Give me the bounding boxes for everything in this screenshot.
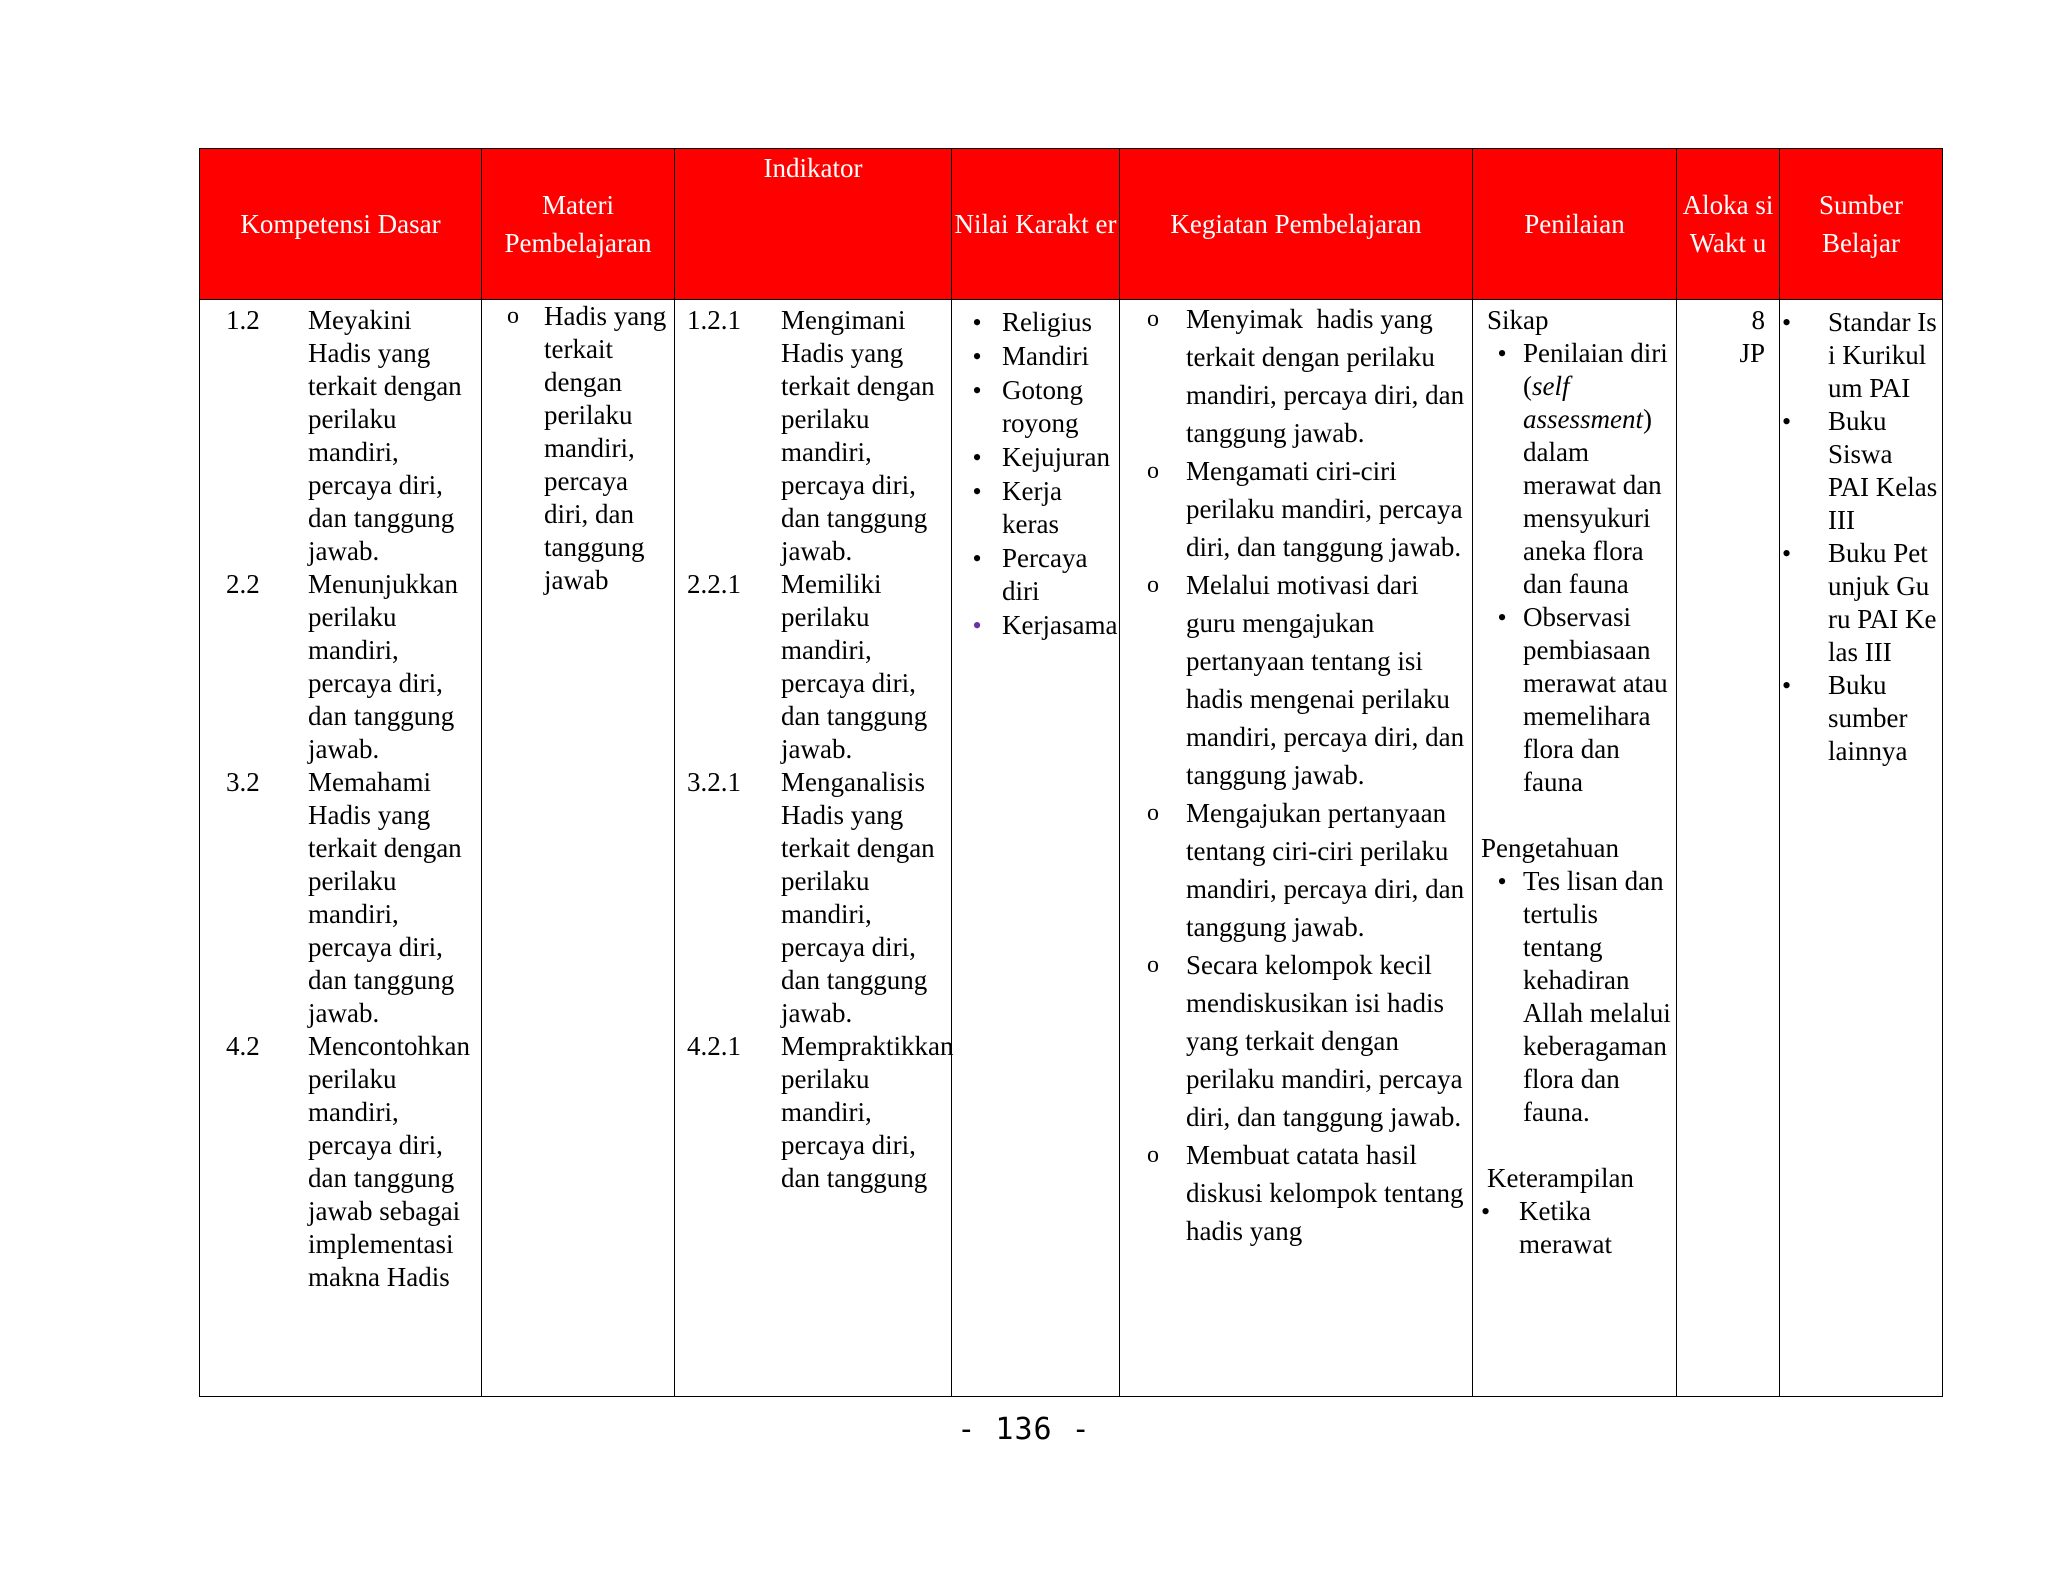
sumber-item — [1780, 537, 1938, 669]
kegiatan-text: Mengajukan pertanyaan tentang ciri-ciri perilaku mandiri, percaya diri, dan tanggung jawab. — [1186, 798, 1465, 942]
bullet-icon: • — [972, 544, 982, 573]
circle-bullet-icon: o — [1147, 458, 1159, 484]
alokasi-value: 8 — [1751, 305, 1765, 335]
kompetensi-text: Menunjukkan perilaku mandiri, percaya diri, dan tanggung jawab. — [308, 569, 458, 764]
sumber-text: Buku Petunjuk Guru PAI Kelas III — [1828, 538, 1937, 667]
kegiatan-item — [1120, 300, 1472, 452]
kompetensi-item — [200, 1030, 477, 1294]
kompetensi-item — [200, 766, 477, 1030]
header-sumber-belajar: Sumber Belajar — [1780, 149, 1943, 300]
kompetensi-list — [200, 300, 481, 1294]
kegiatan-text: Mengamati ciri-ciri perilaku mandiri, percaya diri, dan tanggung jawab. — [1186, 456, 1463, 562]
header-kegiatan: Kegiatan Pembelajaran — [1120, 149, 1473, 300]
indikator-text: Mempraktikkan perilaku mandiri, percaya diri, dan tanggung — [781, 1031, 954, 1193]
penilaian-pengetahuan-list — [1481, 865, 1672, 1129]
materi-item — [482, 300, 674, 597]
circle-bullet-icon: o — [1147, 572, 1159, 598]
materi-text: Hadis yang terkait dengan perilaku mandiri, percaya diri, dan tanggung jawab — [544, 301, 667, 595]
nilai-item — [952, 609, 1119, 642]
bullet-icon: • — [1497, 867, 1507, 896]
bullet-icon: • — [972, 477, 982, 506]
indikator-number: 1.2.1 — [687, 305, 741, 335]
indikator-number: 2.2.1 — [687, 569, 741, 599]
kompetensi-text: Memahami Hadis yang terkait dengan perilaku mandiri, percaya diri, dan tanggung jawab. — [308, 767, 462, 1028]
kegiatan-cell — [1120, 300, 1473, 1397]
bullet-icon: • — [1481, 1197, 1491, 1226]
kegiatan-text: Secara kelompok kecil mendiskusikan isi hadis yang terkait dengan perilaku mandiri, percaya diri, dan tanggung jawab. — [1186, 950, 1463, 1132]
header-materi: Materi Pembelajaran — [482, 149, 675, 300]
header-alokasi-waktu: Aloka si Wakt u — [1677, 149, 1780, 300]
circle-bullet-icon: o — [1147, 1142, 1159, 1168]
indikator-text: Memiliki perilaku mandiri, percaya diri, dan tanggung jawab. — [781, 569, 928, 764]
bullet-icon: • — [1497, 339, 1507, 368]
nilai-text: Gotong royong — [1002, 375, 1083, 438]
materi-cell — [482, 300, 675, 1397]
kegiatan-item — [1120, 452, 1472, 566]
nilai-item — [952, 340, 1119, 373]
alokasi-cell — [1677, 300, 1780, 1397]
nilai-item — [952, 441, 1119, 474]
kegiatan-text: Membuat catata hasil diskusi kelompok tentang hadis yang — [1186, 1140, 1464, 1246]
alokasi-unit: JP — [1739, 338, 1765, 368]
kegiatan-item — [1120, 946, 1472, 1136]
indikator-text: Mengimani Hadis yang terkait dengan perilaku mandiri, percaya diri, dan tanggung jawab. — [781, 305, 935, 566]
header-indikator: Indikator — [675, 149, 952, 300]
nilai-karakter-list — [952, 300, 1119, 642]
indikator-number: 4.2.1 — [687, 1031, 741, 1061]
penilaian-cell — [1473, 300, 1677, 1397]
sumber-cell — [1780, 300, 1943, 1397]
bullet-icon: • — [1782, 407, 1792, 436]
circle-bullet-icon: o — [507, 303, 519, 329]
kompetensi-cell — [200, 300, 482, 1397]
table-header-row — [200, 149, 1943, 300]
nilai-item — [952, 374, 1119, 440]
penilaian-text: Observasi pembiasaan merawat atau memelihara flora dan fauna — [1523, 602, 1668, 797]
nilai-text: Religius — [1002, 307, 1093, 337]
penilaian-sikap-list — [1481, 337, 1672, 799]
bullet-icon: • — [1782, 671, 1792, 700]
nilai-text: Kejujuran — [1002, 442, 1110, 472]
penilaian-text: Ketika merawat — [1519, 1196, 1612, 1259]
alokasi-content — [1677, 300, 1779, 370]
nilai-karakter-cell — [952, 300, 1120, 1397]
indikator-cell — [675, 300, 952, 1397]
penilaian-item — [1481, 601, 1672, 799]
kompetensi-item — [200, 304, 477, 568]
bullet-icon: • — [1782, 539, 1792, 568]
indikator-item — [675, 568, 947, 766]
kegiatan-text: Menyimak hadis yang terkait dengan perilaku mandiri, percaya diri, dan tanggung jawab. — [1186, 304, 1471, 448]
bullet-icon: • — [972, 611, 982, 640]
header-nilai-karakter: Nilai Karakt er — [952, 149, 1120, 300]
indikator-item — [675, 304, 947, 568]
nilai-text: Kerjasama — [1002, 610, 1118, 640]
bullet-icon: • — [1497, 603, 1507, 632]
penilaian-text: Tes lisan dan tertulis tentang kehadiran Allah melalui keberagaman flora dan fauna. — [1523, 866, 1671, 1127]
kegiatan-item — [1120, 566, 1472, 794]
kegiatan-text: Melalui motivasi dari guru mengajukan pertanyaan tentang isi hadis mengenai perilaku mandiri, percaya diri, dan tanggung jawab. — [1186, 570, 1465, 790]
nilai-item — [952, 306, 1119, 339]
sumber-item — [1780, 306, 1938, 405]
kegiatan-item — [1120, 1136, 1472, 1250]
penilaian-keterampilan-label: Keterampilan — [1487, 1163, 1634, 1193]
page-number: - 136 - — [957, 1412, 1091, 1447]
nilai-item — [952, 475, 1119, 541]
bullet-icon: • — [972, 308, 982, 337]
kompetensi-text: Meyakini Hadis yang terkait dengan perilaku mandiri, percaya diri, dan tanggung jawab. — [308, 305, 462, 566]
penilaian-sikap-label: Sikap — [1487, 305, 1549, 335]
nilai-text: Mandiri — [1002, 341, 1089, 371]
indikator-text: Menganalisis Hadis yang terkait dengan perilaku mandiri, percaya diri, dan tanggung jawab. — [781, 767, 935, 1028]
penilaian-content — [1473, 300, 1676, 1261]
penilaian-keterampilan-list — [1481, 1195, 1672, 1261]
penilaian-text: Penilaian diri (self assessment) dalam merawat dan mensyukuri aneka flora dan fauna — [1523, 338, 1668, 599]
circle-bullet-icon: o — [1147, 800, 1159, 826]
penilaian-item — [1481, 1195, 1672, 1261]
kegiatan-list — [1120, 300, 1472, 1250]
sumber-text: Standar Isi Kurikulum PAI — [1828, 307, 1937, 403]
sumber-text: Buku sumber lainnya — [1828, 670, 1908, 766]
circle-bullet-icon: o — [1147, 306, 1159, 332]
kompetensi-item — [200, 568, 477, 766]
kompetensi-number: 1.2 — [226, 305, 260, 335]
nilai-text: Percaya diri — [1002, 543, 1088, 606]
penilaian-pengetahuan-label: Pengetahuan — [1481, 833, 1619, 863]
kompetensi-number: 3.2 — [226, 767, 260, 797]
header-penilaian: Penilaian — [1473, 149, 1677, 300]
kompetensi-number: 4.2 — [226, 1031, 260, 1061]
sumber-text: Buku Siswa PAI Kelas III — [1828, 406, 1938, 535]
syllabus-table — [199, 148, 1943, 1397]
kompetensi-text: Mencontohkan perilaku mandiri, percaya diri, dan tanggung jawab sebagai implementasi makna Hadis — [308, 1031, 470, 1292]
sumber-list — [1780, 300, 1942, 768]
sumber-item — [1780, 669, 1938, 768]
kompetensi-number: 2.2 — [226, 569, 260, 599]
bullet-icon: • — [972, 342, 982, 371]
table-row — [200, 300, 1943, 1397]
indikator-list — [675, 300, 954, 1195]
indikator-item — [675, 766, 947, 1030]
nilai-text: Kerja keras — [1002, 476, 1062, 539]
penilaian-item — [1481, 337, 1672, 601]
bullet-icon: • — [1782, 308, 1792, 337]
kegiatan-item — [1120, 794, 1472, 946]
bullet-icon: • — [972, 376, 982, 405]
circle-bullet-icon: o — [1147, 952, 1159, 978]
materi-list — [482, 300, 674, 597]
header-kompetensi-dasar: Kompetensi Dasar — [200, 149, 482, 300]
indikator-item — [675, 1030, 954, 1195]
bullet-icon: • — [972, 443, 982, 472]
sumber-item — [1780, 405, 1938, 537]
nilai-item — [952, 542, 1119, 608]
indikator-number: 3.2.1 — [687, 767, 741, 797]
penilaian-item — [1481, 865, 1672, 1129]
